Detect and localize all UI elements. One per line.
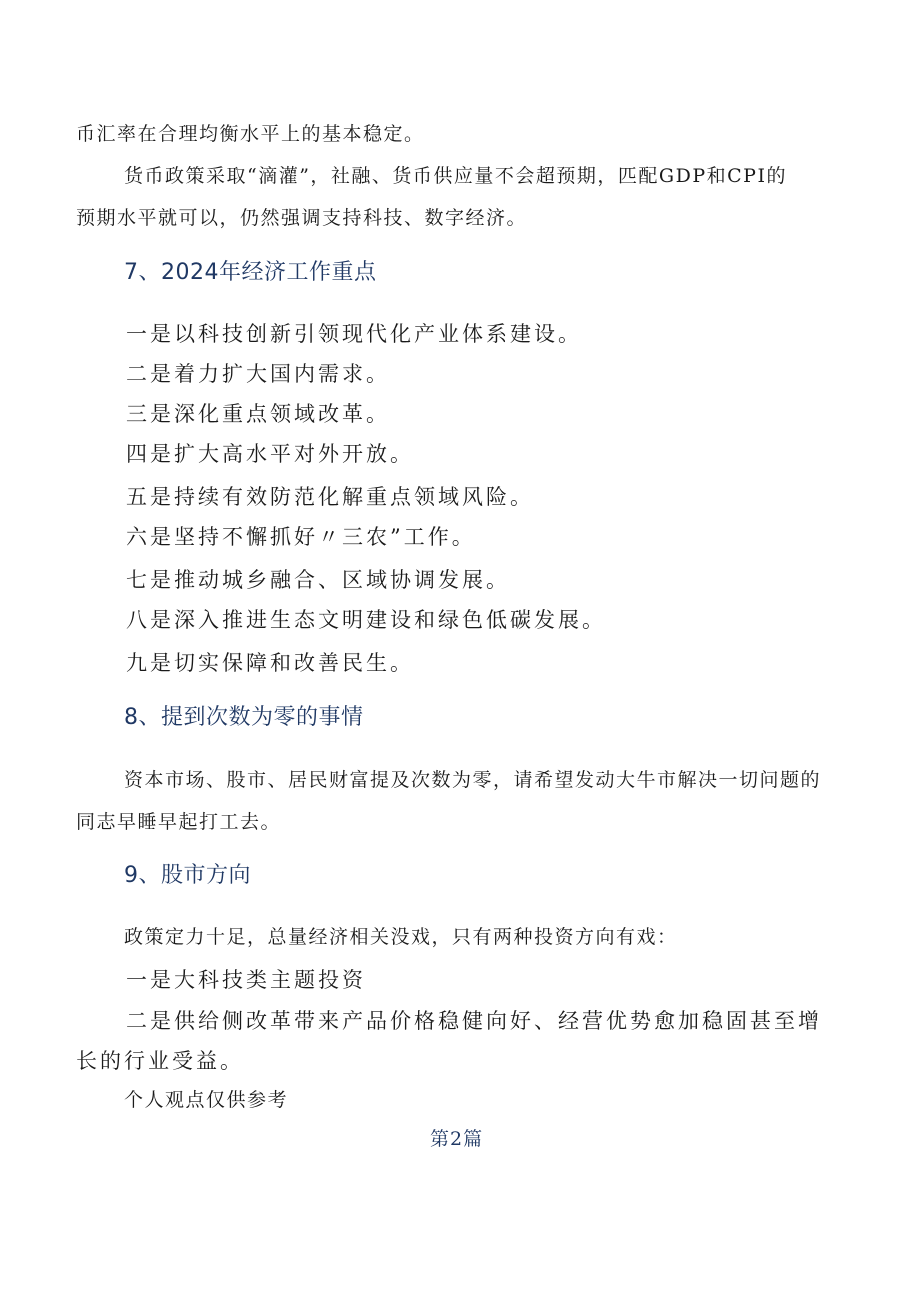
section-7-item-8: 八是深入推进生态文明建设和绿色低碳发展。	[126, 608, 606, 632]
section-7-item-1: 一是以科技创新引领现代化产业体系建设。	[126, 322, 582, 346]
intro-line-1: 币汇率在合理均衡水平上的基本稳定。	[76, 123, 425, 145]
section-7-item-7: 七是推动城乡融合、区域协调发展。	[126, 568, 510, 592]
intro-para-2-line-1: 货币政策采取“滴灌”，社融、货币供应量不会超预期，匹配GDP和CPI的	[124, 165, 787, 187]
section-8-heading: 8、提到次数为零的事情	[124, 705, 364, 730]
section-9-line-1: 政策定力十足，总量经济相关没戏，只有两种投资方向有戏：	[124, 926, 678, 948]
section-9-heading: 9、股市方向	[124, 863, 251, 888]
section-7-item-4: 四是扩大高水平对外开放。	[126, 442, 414, 466]
section-7-item-3: 三是深化重点领域改革。	[126, 402, 390, 426]
section-7-item-5: 五是持续有效防范化解重点领域风险。	[126, 485, 534, 509]
section-7-item-2: 二是着力扩大国内需求。	[126, 362, 390, 386]
intro-para-2-line-2: 预期水平就可以，仍然强调支持科技、数字经济。	[76, 207, 528, 229]
section-7-heading: 7、2024年经济工作重点	[124, 260, 377, 285]
section-9-note: 个人观点仅供参考	[124, 1089, 289, 1111]
section-8-line-1: 资本市场、股市、居民财富提及次数为零，请希望发动大牛市解决一切问题的	[124, 769, 822, 791]
section-7-item-9: 九是切实保障和改善民生。	[126, 651, 414, 675]
section-8-line-2: 同志早睡早起打工去。	[76, 811, 282, 833]
section-9-item-2-line-1: 二是供给侧改革带来产品价格稳健向好、经营优势愈加稳固甚至增	[126, 1009, 822, 1033]
section-9-item-1: 一是大科技类主题投资	[126, 968, 366, 992]
section-7-item-6: 六是坚持不懈抓好〃三农”工作。	[126, 525, 476, 549]
page-footer-label: 第2篇	[430, 1128, 484, 1150]
section-9-item-2-line-2: 长的行业受益。	[76, 1049, 244, 1073]
